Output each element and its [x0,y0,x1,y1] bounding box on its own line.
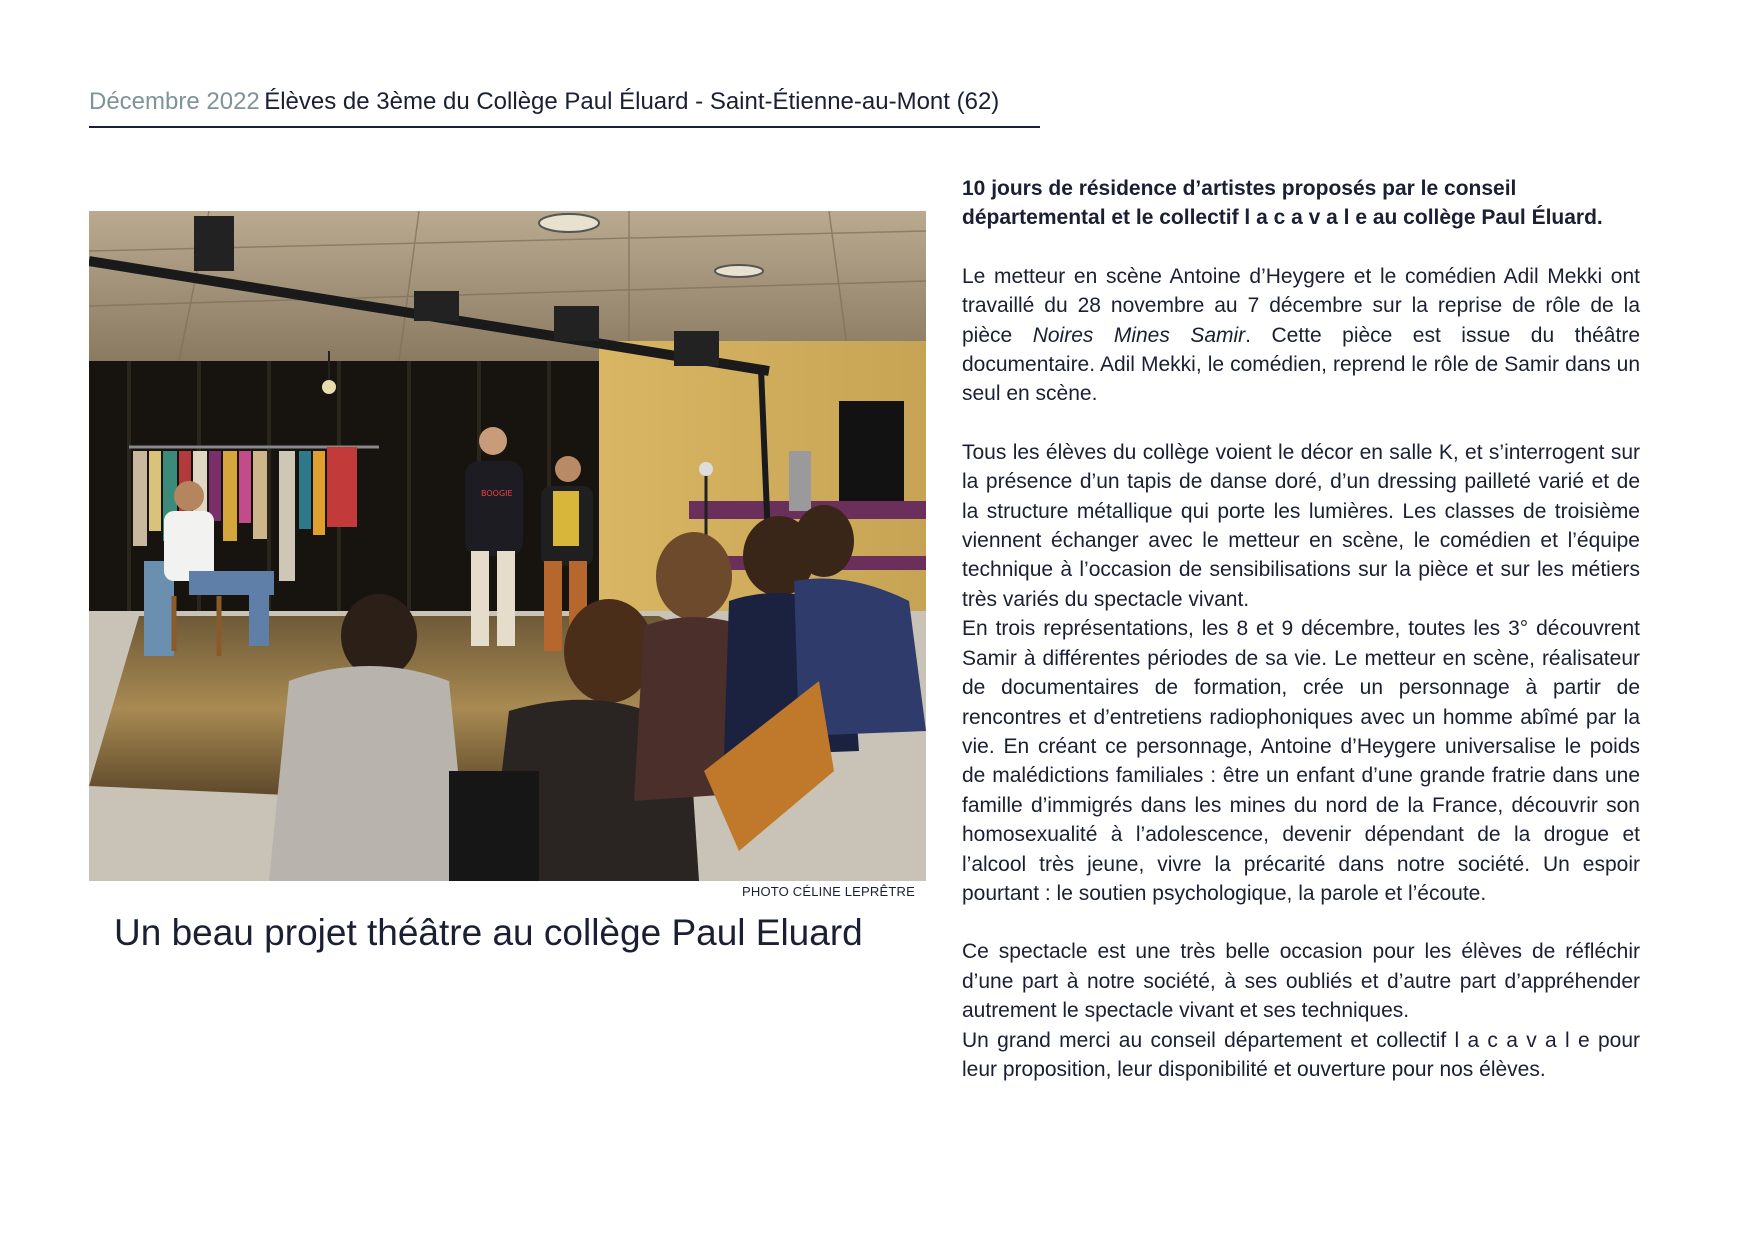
page-header [89,88,1040,128]
article-lead: 10 jours de résidence d’artistes proposés par le conseil départemental et le collectif l a c a v a l e au collège Paul Éluard. [962,177,1603,230]
play-title: Noires Mines Samir [1032,323,1246,347]
article-paragraph-5: Un grand merci au conseil département et collectif l a c a v a l e pour leur proposition, leur disponibilité et ouverture pour nos élèves. [962,1028,1640,1081]
article-photo [89,211,926,881]
article-headline: Un beau projet théâtre au collège Paul Eluard [114,912,863,953]
article-paragraph-1 [962,262,1640,409]
photo-credit: PHOTO CÉLINE LEPRÊTRE [741,884,915,899]
article-body [962,174,1640,1084]
hoodie-print: BOOGIE [481,489,513,498]
article-paragraph-4: Ce spectacle est une très belle occasion pour les élèves de réfléchir d’une part à notre société, à ses oubliés et d’autre part d’appréhender autrement le spectacle vivant et ses techniques. [962,940,1640,1023]
paragraph-1-text-a: Le metteur en scène Antoine d’Heygere et le comédien Adil Mekki ont travaillé du 28 novembre au 7 décembre sur la reprise de rôle de la pièce [962,264,1640,347]
paragraph-1-text-b: . Cette pièce est issue du théâtre documentaire. Adil Mekki, le comédien, reprend le rôle de Samir dans un seul en scène. [962,323,1640,406]
article-paragraph-3: En trois représentations, les 8 et 9 décembre, toutes les 3° découvrent Samir à différentes périodes de sa vie. Le metteur en scène, réalisateur de documentaires de formation, crée un personnage à partir de rencontres et d’entretiens radiophoniques avec un homme abîmé par la vie. En créant ce personnage, Antoine d’Heygere universalise le poids de malédictions familiales : être un enfant d’une grande fratrie dans une famille d’immigrés dans les mines du nord de la France, découvrir son homosexualité à l’adolescence, devenir dépendant de la drogue et l’alcool très jeune, vivre la précarité dans notre société. Un espoir pourtant : le soutien psychologique, la parole et l’écoute. [962,617,1640,905]
header-date: Décembre 2022 [89,88,260,115]
header-title: Élèves de 3ème du Collège Paul Éluard - Saint-Étienne-au-Mont (62) [264,88,1000,115]
article-paragraph-2: Tous les élèves du collège voient le décor en salle K, et s’interrogent sur la présence d’un tapis de danse doré, d’un dressing pailleté varié et de la structure métallique qui porte les lumières. Les classes de troisième viennent échanger avec le metteur en scène, le comédien et l’équipe technique à l’occasion de sensibilisations sur la pièce et sur les métiers très variés du spectacle vivant. [962,440,1640,611]
